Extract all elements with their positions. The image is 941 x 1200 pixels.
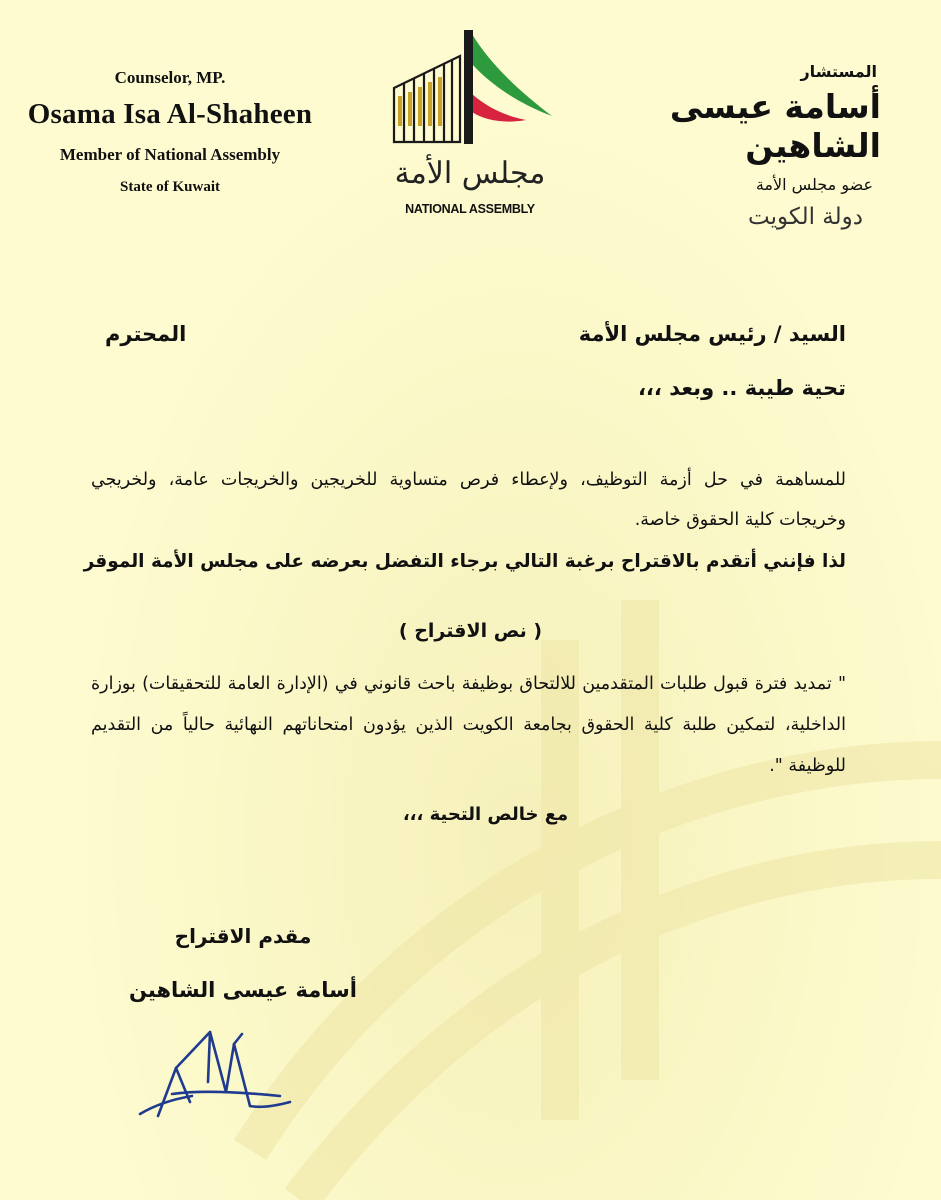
header-role-en: Member of National Assembly bbox=[59, 145, 281, 164]
header-role-ar: عضو مجلس الأمة bbox=[755, 175, 873, 194]
header-name-en: Osama Isa Al-Shaheen bbox=[27, 98, 313, 130]
addressee: السيد / رئيس مجلس الأمة bbox=[578, 322, 846, 346]
header-english bbox=[20, 68, 320, 196]
proposal-text: " تمديد فترة قبول طلبات المتقدمين للالتحاق بوظيفة باحث قانوني في (الإدارة العامة للتحقيقات) بوزارة الداخلية، لتمكين طلبة كلية الحقوق بجامعة الكويت الذين يؤدون امتحاناتهم النهائية حالياً من التقديم للوظيفة ". bbox=[91, 674, 846, 776]
header-name-ar: أسامة عيسى الشاهين bbox=[669, 87, 881, 165]
header-title-ar: المستشار bbox=[800, 62, 877, 81]
national-assembly-logo bbox=[380, 24, 560, 224]
assembly-emblem-icon bbox=[380, 24, 560, 154]
header-arabic bbox=[561, 62, 881, 230]
submitter-label: مقدم الاقتراح bbox=[174, 924, 312, 948]
signature-icon bbox=[130, 1022, 300, 1122]
header-title-en: Counselor, MP. bbox=[114, 68, 226, 87]
header-state-ar: دولة الكويت bbox=[748, 204, 863, 230]
intro-paragraph: للمساهمة في حل أزمة التوظيف، ولإعطاء فرص متساوية للخريجين والخريجات عامة، ولخريجي وخريجات كلية الحقوق خاصة. bbox=[91, 470, 846, 530]
honorific: المحترم bbox=[105, 322, 187, 346]
header-state-en: State of Kuwait bbox=[120, 179, 220, 195]
logo-english-text: NATIONAL ASSEMBLY bbox=[405, 202, 535, 216]
proposal-intro: لذا فإنني أتقدم بالاقتراح برغبة التالي برجاء التفضل بعرضه على مجلس الأمة الموقر bbox=[83, 551, 846, 572]
proposal-heading: ( نص الاقتراح ) bbox=[398, 620, 543, 642]
logo-arabic-text: مجلس الأمة bbox=[394, 156, 546, 191]
greeting: تحية طيبة .. وبعد ،،، bbox=[637, 376, 846, 400]
submitter-name: أسامة عيسى الشاهين bbox=[129, 978, 357, 1002]
closing: مع خالص التحية ،،، bbox=[402, 804, 569, 825]
